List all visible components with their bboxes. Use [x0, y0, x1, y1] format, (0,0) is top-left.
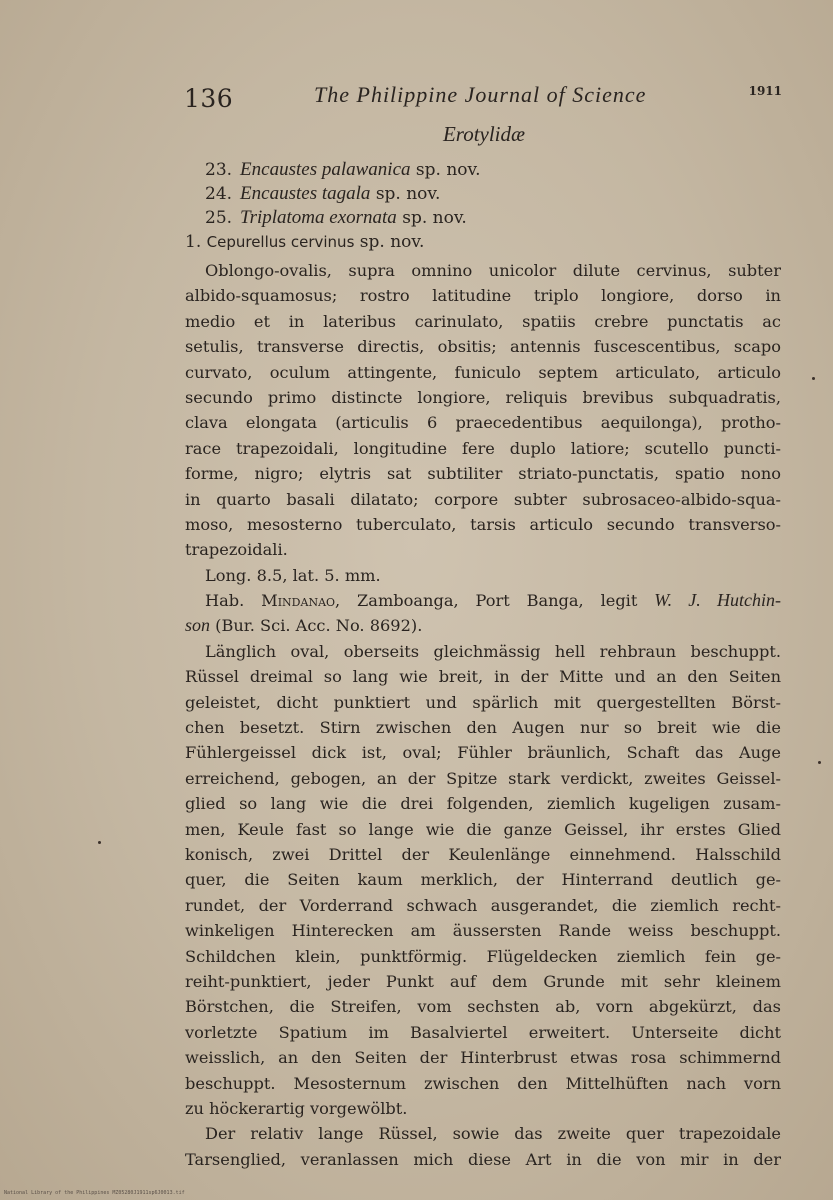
closing-line: Der relativ lange Rüssel, sowie das zweite quer trapezoidale [205, 1124, 781, 1144]
german-line: vorletzte Spatium im Basalviertel erweitert. Unterseite dicht [185, 1022, 781, 1042]
latin-line: trapezoidali. [185, 540, 288, 560]
latin-line: secundo primo distincte longiore, reliquis brevibus subquadratis, [185, 387, 781, 407]
species-number: 25. [205, 208, 233, 228]
latin-line: clava elongata (articulis 6 praecedentibus aequilonga), protho- [185, 413, 781, 433]
species-number: 24. [205, 184, 233, 204]
german-line: glied so lang wie die drei folgenden, ziemlich kugeligen zusam- [185, 794, 781, 814]
species-list [205, 158, 481, 230]
german-line: konisch, zwei Drittel der Keulenlänge einnehmend. Halsschild [185, 844, 781, 864]
german-line: Schildchen klein, punktförmig. Flügeldecken ziemlich fein ge- [185, 946, 781, 966]
species-name: Encaustes tagala [240, 183, 371, 204]
section-heading [185, 232, 424, 252]
german-line: erreichend, gebogen, an der Spitze stark verdickt, zweites Geissel- [185, 768, 781, 788]
species-list-item [205, 206, 481, 230]
latin-description [185, 258, 781, 563]
family-heading: Erotylidæ [442, 122, 526, 146]
closing-paragraph [185, 1121, 781, 1172]
german-line: Fühlergeissel dick ist, oval; Fühler bräunlich, Schaft das Auge [185, 743, 781, 763]
german-line: Börstchen, die Streifen, vom sechsten ab, vorn abgekürzt, das [185, 997, 781, 1017]
german-line: geleistet, dicht punktiert und spärlich mit quergestellten Börst- [185, 692, 781, 712]
habitat-line: Hab. Mindanao, Zamboanga, Port Banga, legit W. J. Hutchin- [205, 590, 781, 611]
german-line: rundet, der Vorderrand schwach ausgerandet, die ziemlich recht- [185, 895, 781, 915]
section-species-name: Cepurellus cervinus [206, 233, 355, 251]
latin-line: Oblongo-ovalis, supra omnino unicolor dilute cervinus, subter [205, 261, 781, 280]
species-name: Triplatoma exornata [240, 207, 397, 228]
measurements: Long. 8.5, lat. 5. mm. [205, 565, 381, 585]
latin-line: race trapezoidali, longitudine fere duplo latiore; scutello puncti- [185, 438, 781, 458]
species-suffix: sp. nov. [402, 208, 467, 228]
german-line: weisslich, an den Seiten der Hinterbrust etwas rosa schimmernd [185, 1048, 781, 1068]
speck [818, 761, 821, 764]
section-number: 1. [185, 232, 202, 252]
species-list-item [205, 182, 481, 206]
german-line: winkeligen Hinterecken am äussersten Rande weiss beschuppt. [185, 921, 781, 941]
german-line: reiht-punktiert, jeder Punkt auf dem Grunde mit sehr kleinem [185, 971, 781, 991]
latin-line: curvato, oculum attingente, funiculo septem articulato, articulo [185, 362, 781, 382]
latin-line: setulis, transverse directis, obsitis; antennis fuscescentibus, scapo [185, 337, 781, 357]
species-suffix: sp. nov. [375, 184, 441, 204]
german-line: chen besetzt. Stirn zwischen den Augen nur so breit wie die [185, 718, 781, 738]
scan-footer: National Library of the Philippines MZ05280J1911sp6J0013.tif [4, 1190, 185, 1196]
latin-line: moso, mesosterno tuberculato, tarsis articulo secundo transverso- [185, 514, 781, 534]
species-suffix: sp. nov. [415, 160, 481, 180]
german-line: Länglich oval, oberseits gleichmässig hell rehbraun beschuppt. [205, 641, 781, 661]
species-name: Encaustes palawanica [240, 159, 411, 180]
closing-line: Tarsenglied, veranlassen mich diese Art in die von mir in der [185, 1149, 781, 1169]
latin-line: medio et in lateribus carinulato, spatiis crebre punctatis ac [185, 311, 781, 331]
speck [812, 377, 815, 380]
species-list-item [205, 158, 481, 182]
speck [98, 841, 101, 844]
habitat-line-cont: son (Bur. Sci. Acc. No. 8692). [185, 615, 423, 636]
running-title: The Philippine Journal of Science [314, 82, 647, 107]
latin-line: albido-squamosus; rostro latitudine triplo longiore, dorso in [185, 286, 781, 306]
german-description [185, 639, 781, 1121]
publication-year: 1911 [748, 84, 782, 98]
german-line: beschuppt. Mesosternum zwischen den Mittelhüften nach vorn [185, 1073, 781, 1093]
species-number: 23. [205, 160, 233, 180]
page-number: 136 [184, 84, 234, 113]
german-line: quer, die Seiten kaum merklich, der Hinterrand deutlich ge- [185, 870, 781, 890]
latin-line: forme, nigro; elytris sat subtiliter striato-punctatis, spatio nono [185, 464, 781, 484]
section-suffix: sp. nov. [359, 232, 425, 252]
german-line: zu höckerartig vorgewölbt. [185, 1098, 408, 1118]
body-text [185, 258, 781, 1172]
page-header [184, 78, 784, 118]
german-line: men, Keule fast so lange wie die ganze Geissel, ihr erstes Glied [185, 819, 781, 839]
german-line: Rüssel dreimal so lang wie breit, in der Mitte und an den Seiten [185, 667, 781, 687]
latin-line: in quarto basali dilatato; corpore subter subrosaceo-albido-squa- [185, 489, 781, 509]
